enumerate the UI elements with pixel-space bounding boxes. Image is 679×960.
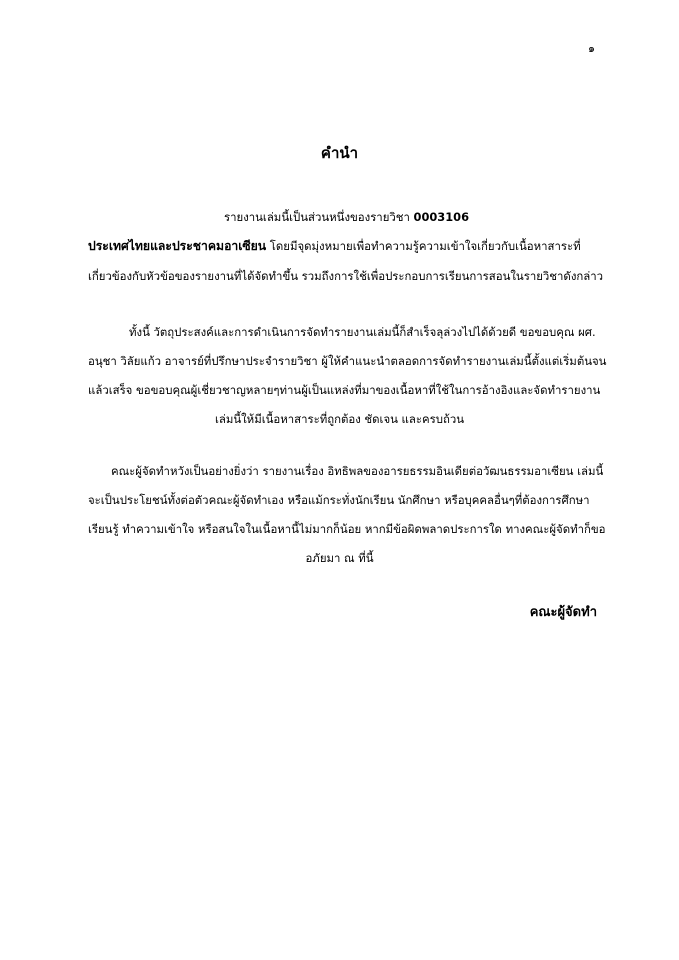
paragraph-1-line-2-text: โดยมีจุดมุ่งหมายเพื่อทำความรู้ความเข้าใจเกี่ยวกับเนื้อหาสาระที่ xyxy=(266,239,581,253)
paragraph-1-line-2 xyxy=(88,238,581,254)
signature: คณะผู้จัดทำ xyxy=(529,605,597,620)
course-name: ประเทศไทยและประชาคมอาเซียน xyxy=(88,239,267,253)
paragraph-1-line-3: เกี่ยวข้องกับหัวข้อของรายงานที่ได้จัดทำขึ้น รวมถึงการใช้เพื่อประกอบการเรียนการสอนในรายวิชาดังกล่าว xyxy=(88,269,604,283)
paragraph-2-line-3: แล้วเสร็จ ขอขอบคุณผู้เชี่ยวชาญหลายๆท่านผู้เป็นแหล่งที่มาของเนื้อหาที่ใช้ในการอ้างอิงและจัดทำรายงาน xyxy=(88,383,601,397)
course-code: 0003106 xyxy=(413,210,470,224)
page-title: คำนำ xyxy=(320,144,359,162)
paragraph-2-line-2: อนุชา วิลัยแก้ว อาจารย์ที่ปรึกษาประจำรายวิชา ผู้ให้คำแนะนำตลอดการจัดทำรายงานเล่มนี้ตั้งแต่เริ่มต้นจน xyxy=(88,354,607,368)
paragraph-3-line-1: คณะผู้จัดทำหวังเป็นอย่างยิ่งว่า รายงานเรื่อง อิทธิพลของอารยธรรมอินเดียต่อวัฒนธรรมอาเซียน เล่มนี้ xyxy=(111,464,604,478)
page-number: ๑ xyxy=(588,42,595,55)
paragraph-3-line-4: อภัยมา ณ ที่นี้ xyxy=(305,551,374,565)
paragraph-3-line-2: จะเป็นประโยชน์ทั้งต่อตัวคณะผู้จัดทำเอง หรือแม้กระทั่งนักเรียน นักศึกษา หรือบุคคลอื่นๆที่ต้องการศึกษา xyxy=(88,493,590,507)
paragraph-2-line-1: ทั้งนี้ วัตถุประสงค์และการดำเนินการจัดทำรายงานเล่มนี้ก็สำเร็จลุล่วงไปได้ด้วยดี ขอขอบคุณ ผศ. xyxy=(129,325,596,339)
paragraph-1-line-1 xyxy=(224,209,469,225)
paragraph-3-line-3: เรียนรู้ ทำความเข้าใจ หรือสนใจในเนื้อหานี้ไม่มากก็น้อย หากมีข้อผิดพลาดประการใด ทางคณะผู้จัดทำก็ขอ xyxy=(88,522,606,536)
paragraph-2-line-4: เล่มนี้ให้มีเนื้อหาสาระที่ถูกต้อง ชัดเจน และครบถ้วน xyxy=(214,412,465,426)
paragraph-1-intro-text: รายงานเล่มนี้เป็นส่วนหนึ่งของรายวิชา xyxy=(224,210,414,224)
